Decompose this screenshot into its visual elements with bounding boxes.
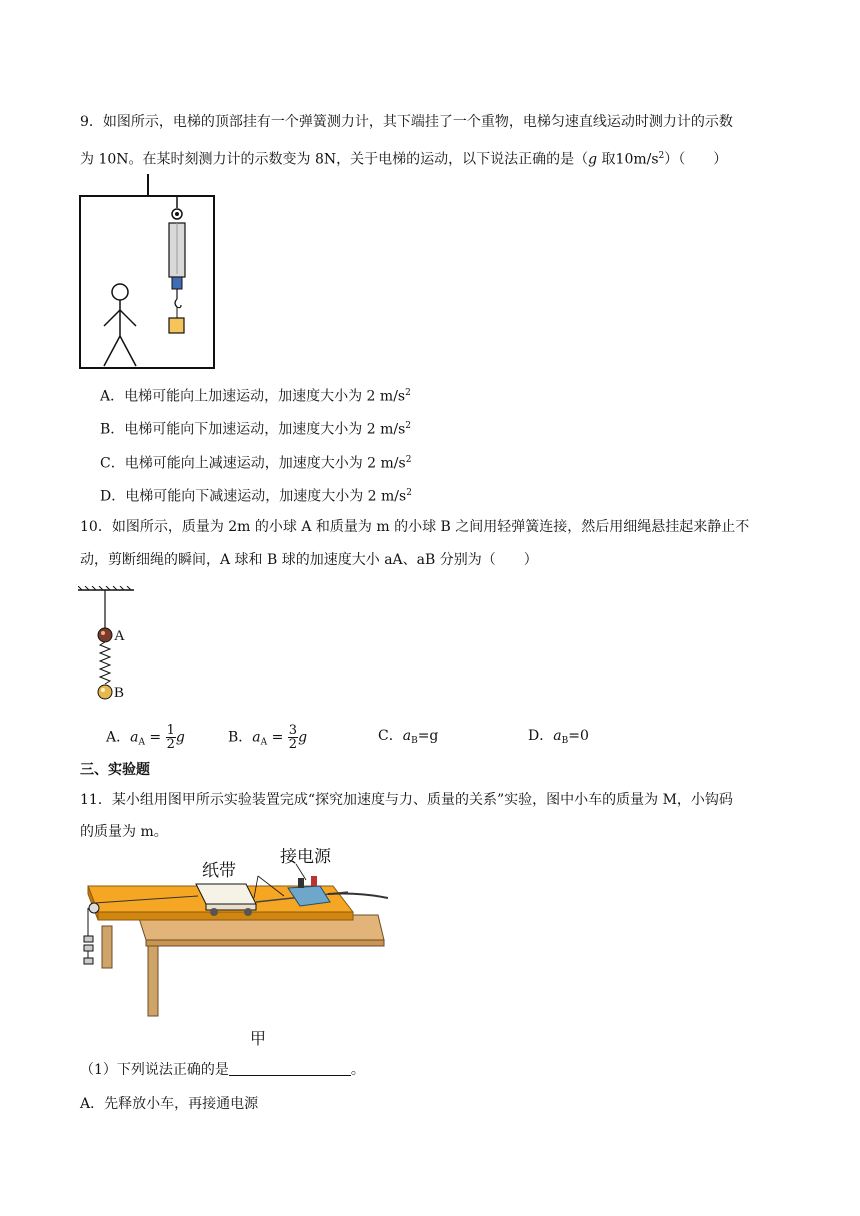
section-title: 三、实验题 bbox=[80, 762, 150, 778]
elevator-figure bbox=[78, 174, 218, 370]
q10-line2: 动，剪断细绳的瞬间，A 球和 B 球的加速度大小 aA、aB 分别为（ ） bbox=[80, 552, 538, 568]
answer-blank[interactable] bbox=[229, 1061, 351, 1076]
q10-line1: 10．如图所示，质量为 2m 的小球 A 和质量为 m 的小球 B 之间用轻弹簧连接，然后用细绳悬挂起来静止不 bbox=[80, 519, 750, 535]
q10-option-a: A．$a_A$ = $\frac{1}{2}$ g bbox=[106, 723, 185, 752]
q9-option-d: D．电梯可能向下减速运动，加速度大小为 2 $m/s^2$ bbox=[100, 488, 412, 505]
q11-option-a: A．先释放小车，再接通电源 bbox=[80, 1096, 259, 1112]
experiment-apparatus-figure bbox=[78, 848, 388, 1048]
figure-caption: 甲 bbox=[250, 1029, 267, 1048]
q9-line2: 为 10N。在某时刻测力计的示数变为 8N，关于电梯的运动，以下说法正确的是（g 取$10m/s^2$）（ ） bbox=[80, 151, 728, 168]
q11-line1: 11．某小组用图甲所示实验装置完成“探究加速度与力、质量的关系”实验，图中小车的质量为 M，小钩码 bbox=[80, 792, 733, 808]
q9-option-b: B．电梯可能向下加速运动，加速度大小为 2 $m/s^2$ bbox=[100, 421, 412, 438]
ball-a-label: A bbox=[114, 628, 125, 644]
q9-line1: 9．如图所示，电梯的顶部挂有一个弹簧测力计，其下端挂了一个重物，电梯匀速直线运动时测力计的示数 bbox=[80, 114, 733, 130]
paper-tape-label: 纸带 bbox=[202, 861, 236, 881]
ball-b-label: B bbox=[114, 685, 125, 701]
q9-option-c: C．电梯可能向上减速运动，加速度大小为 2 $m/s^2$ bbox=[100, 455, 412, 472]
q10-option-c: C．$a_B=g$ bbox=[378, 728, 439, 746]
q10-option-d: D．$a_B=0$ bbox=[528, 728, 589, 746]
q10-option-b: B．$a_A$ = $\frac{3}{2}$ g bbox=[228, 723, 308, 752]
spring-balls-figure bbox=[78, 586, 158, 704]
q11-sub1: （1）下列说法正确的是 。 bbox=[80, 1062, 365, 1078]
q11-line2: 的质量为 m。 bbox=[80, 824, 168, 840]
power-supply-label: 接电源 bbox=[280, 848, 331, 867]
q9-option-a: A．电梯可能向上加速运动，加速度大小为 2 $m/s^2$ bbox=[100, 388, 411, 405]
